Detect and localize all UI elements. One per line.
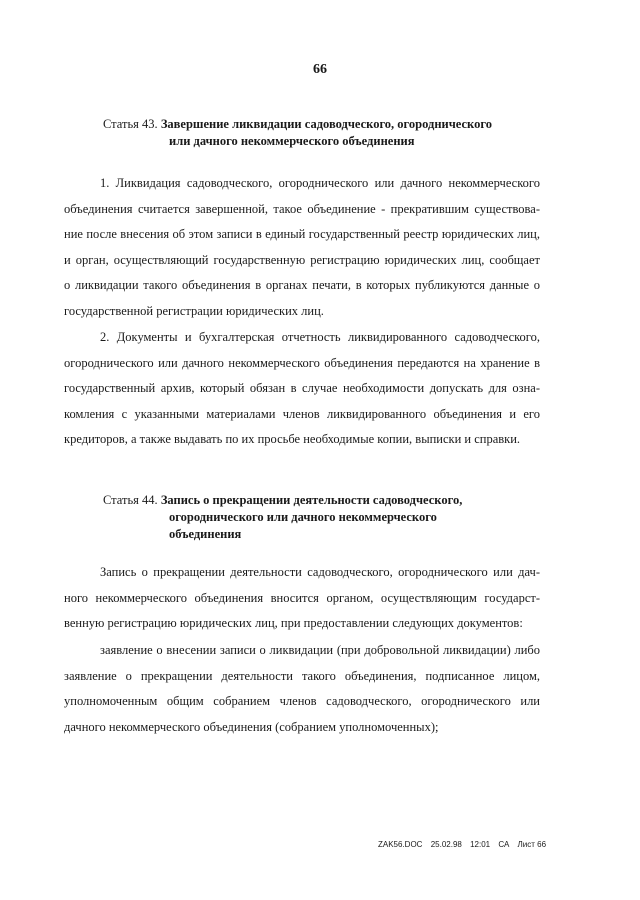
paragraph-line: и орган, осуществляющий государственную регистрацию юридических лиц, сообщает [64, 252, 540, 267]
article-43-title-line1: Завершение ликвидации садоводческого, огороднического [160, 117, 492, 131]
paragraph-line: государственной регистрации юридических лиц. [64, 303, 324, 318]
paragraph-line: уполномоченным общим собранием членов садоводческого, огороднического или [64, 694, 540, 709]
paragraph-line: дачного некоммерческого объединения (собранием уполномоченных); [64, 719, 439, 734]
paragraph-line: кредиторов, а также выдавать по их просьбе необходимые копии, выписки и справки. [64, 432, 521, 447]
paragraph-line: Запись о прекращении деятельности садоводческого, огороднического или дач- [100, 565, 540, 579]
article-43-paragraph-2 [64, 325, 540, 453]
paragraph-line: 1. Ликвидация садоводческого, огороднического или дачного некоммерческого [100, 176, 540, 190]
article-44-paragraph-2 [64, 638, 540, 740]
footer-date: 25.02.98 [430, 840, 462, 849]
paragraph-line: ние после внесения об этом записи в единый государственный реестр юридических лиц, [64, 227, 540, 242]
paragraph-line: 2. Документы и бухгалтерская отчетность ликвидированного садоводческого, [100, 330, 540, 344]
article-44-title-line3: объединения [169, 527, 242, 541]
article-43-paragraph-1 [64, 171, 540, 325]
article-43-heading [103, 116, 492, 150]
footer-initials: СА [498, 840, 510, 849]
paragraph-line: ного некоммерческого объединения вносится органом, осуществляющим государст- [64, 590, 540, 605]
article-44-prefix: Статья 44. [103, 493, 158, 507]
footer-sheet: Лист 66 [517, 840, 547, 849]
paragraph-line: венную регистрацию юридических лиц, при предоставлении следующих документов: [64, 616, 523, 631]
paragraph-line: комления с указанными материалами членов ликвидированного объединения и его [64, 406, 540, 421]
paragraph-line: государственный архив, который обязан в случае необходимости допускать для озна- [64, 381, 540, 396]
article-43-prefix: Статья 43. [103, 117, 158, 131]
article-43-title-line2: или дачного некоммерческого объединения [169, 134, 415, 148]
paragraph-line: заявление о прекращении деятельности такого объединения, подписанное лицом, [64, 668, 540, 683]
article-44-title-line2: огороднического или дачного некоммерческого [169, 510, 437, 524]
article-44-paragraph-1 [64, 560, 540, 637]
paragraph-line: о ликвидации такого объединения в органах печати, в которых публикуются данные о [64, 278, 540, 293]
footer-time: 12:01 [470, 840, 491, 849]
article-44-heading [103, 492, 462, 543]
paragraph-line: огороднического или дачного некоммерческого объединения передаются на хранение в [64, 355, 540, 370]
document-footer [378, 840, 552, 849]
paragraph-line: заявление о внесении записи о ликвидации (при добровольной ликвидации) либо [100, 643, 540, 657]
page-number: 66 [313, 62, 327, 77]
article-44-title-line1: Запись о прекращении деятельности садоводческого, [160, 493, 463, 507]
footer-file-name: ZAK56.DOC [378, 840, 423, 849]
paragraph-line: объединения считается завершенной, такое объединение - прекратившим существова- [64, 201, 540, 216]
